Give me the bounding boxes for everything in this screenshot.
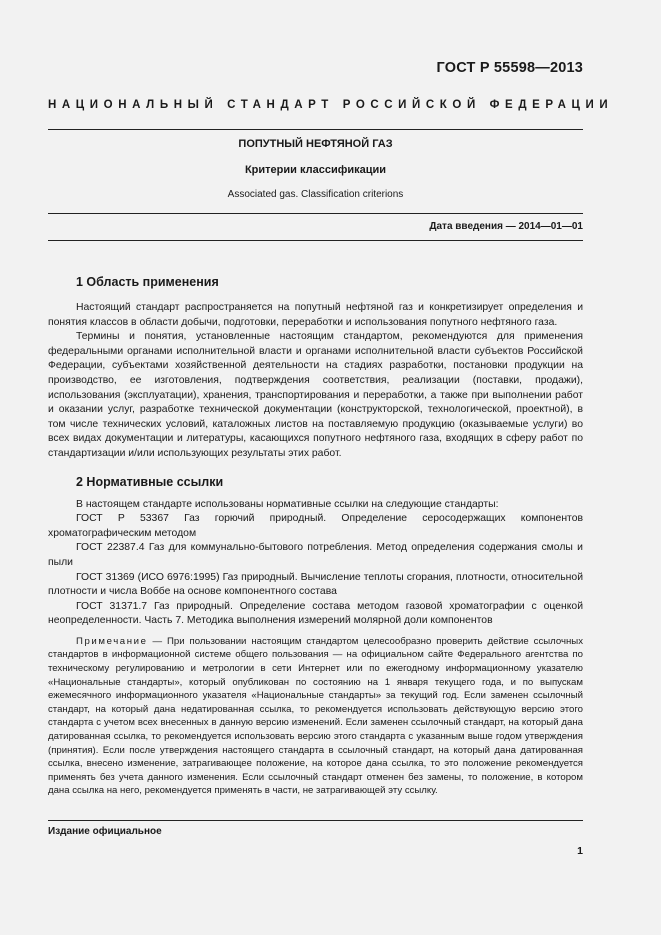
section-2-heading: 2 Нормативные ссылки <box>76 474 224 489</box>
edition-label: Издание официальное <box>48 826 162 837</box>
section-1-heading: 1 Область применения <box>76 275 219 289</box>
section-1-paragraph: Настоящий стандарт распространяется на попутный нефтяной газ и конкретизирует определения и понятия классов в области добычи, подготовки, переработки и использования попутного нефтяного газа. <box>48 302 583 328</box>
document-body <box>48 270 583 798</box>
note-text: — При пользовании настоящим стандартом целесообразно проверить действие ссылочных стандартов в информационной системе общего пользования — на официальном сайте Федерального агентства по техническому регулированию и метрологии в сети Интернет или по ежегодному информационному указателю «Национальные стандарты», который опубликован по состоянию на 1 января текущего года, и по выпускам ежемесячного информационного указателя «Национальные стандарты» за текущий год. Если заменен ссылочный стандарт, на который дана недатированная ссылка, то рекомендуется использовать действующую версию этого стандарта с учетом всех внесенных в данную версию изменений. Если заменен ссылочный стандарт, на который дана датированная ссылка, то рекомендуется использовать версию этого стандарта с указанным выше годом утверждения (принятия). Если после утверждения настоящего стандарта в ссылочный стандарт, на который дана датированная ссылка, внесено изменение, затрагивающее положение, на которое дана ссылка, то это положение рекомендуется применять без учета данного изменения. Если ссылочный стандарт отменен без замены, то положение, в котором дана ссылка на него, рекомендуется применять в части, не затрагивающей эту ссылку. <box>48 635 583 797</box>
section-1-paragraph: Термины и понятия, установленные настоящим стандартом, рекомендуются для применения федеральными органами исполнительной власти и органами исполнительной власти субъектов Российской Федерации, субъектами хозяйственной деятельности на стадиях разработки, постановки продукции на производство, ее изготовления, подтверждения соответствия, реализации (поставки, продажи), использования (эксплуатации), хранения, транспортирования и переработки, а также при выполнении работ и оказании услуг, разработке технической документации (конструкторской, технологической, проектной), в том числе технических условий, каталожных листов на поставляемую продукцию (оказываемые услуги) во всех видах документации и литературы, касающихся попутного нефтяного газа, входящих в сферу работ по стандартизации и/или использующих результаты этих работ. <box>48 331 583 459</box>
divider-date <box>48 240 583 241</box>
national-standard-heading: НАЦИОНАЛЬНЫЙ СТАНДАРТ РОССИЙСКОЙ ФЕДЕРАЦИИ <box>48 99 614 111</box>
divider-title <box>48 213 583 214</box>
document-subtitle: Критерии классификации <box>244 164 387 176</box>
divider-footer <box>48 820 583 821</box>
reference-gost-22387-4: ГОСТ 22387.4 Газ для коммунально-бытового потребления. Метод определения содержания смолы и пыли <box>48 542 583 568</box>
note-label: Примечание <box>76 635 148 647</box>
gost-code: ГОСТ Р 55598—2013 <box>436 60 583 76</box>
document-english-title: Associated gas. Classification criterions <box>227 189 404 200</box>
reference-gost-31369: ГОСТ 31369 (ИСО 6976:1995) Газ природный. Вычисление теплоты сгорания, плотности, относительной плотности и числа Воббе на основе компонентного состава <box>48 571 583 598</box>
note <box>48 635 583 798</box>
divider-top <box>48 129 583 130</box>
reference-gost-r-53367: ГОСТ Р 53367 Газ горючий природный. Определение серосодержащих компонентов хроматографическим методом <box>48 513 583 539</box>
document-title: ПОПУТНЫЙ НЕФТЯНОЙ ГАЗ <box>238 138 393 150</box>
introduction-date: Дата введения — 2014—01—01 <box>429 221 583 232</box>
section-2-paragraph: В настоящем стандарте использованы нормативные ссылки на следующие стандарты: <box>76 498 499 510</box>
reference-gost-31371-7: ГОСТ 31371.7 Газ природный. Определение состава методом газовой хроматографии с оценкой неопределенности. Часть 7. Методика выполнения измерений молярной доли компонентов <box>48 600 583 627</box>
page-number: 1 <box>577 845 583 857</box>
